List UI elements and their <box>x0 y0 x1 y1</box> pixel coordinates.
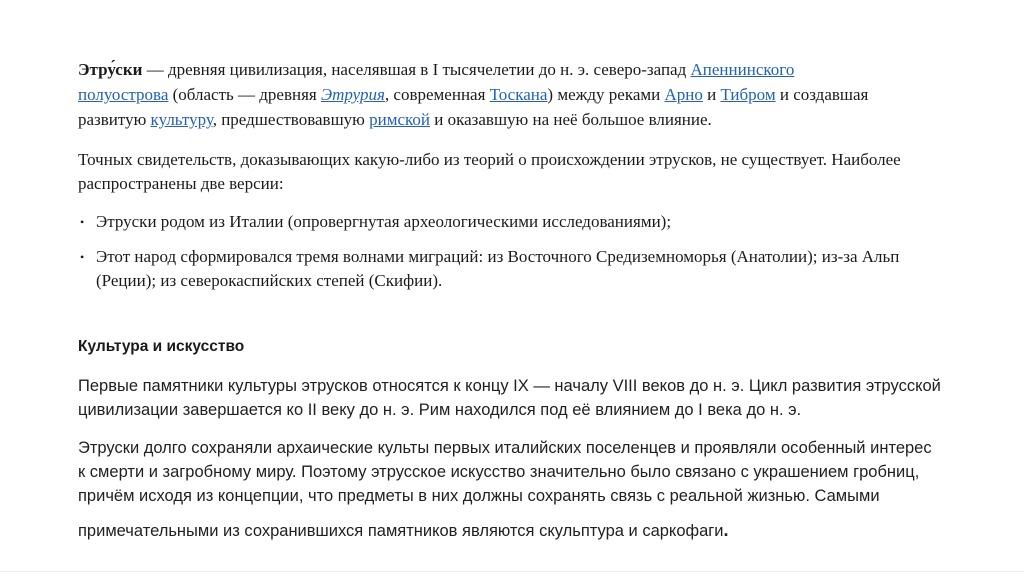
slide-bottom-edge <box>0 571 1024 572</box>
list-item-line-1: Этот народ сформировался тремя волнами миграций: из Восточного Средиземноморья (Анатолии); из-за Альп <box>96 247 900 266</box>
culture-p2-line-1: Этруски долго сохраняли архаические культы первых италийских поселенцев и проявляли особенный интерес <box>78 439 932 457</box>
culture-p2-line-3: причём исходя из концепции, что предметы в них должны сохранять связь с реальной жизнью. Самыми <box>78 487 880 505</box>
link-etruria[interactable]: Этрурия <box>321 85 385 104</box>
intro-text-7: развитую <box>78 110 151 129</box>
intro-text-5: и <box>702 85 721 104</box>
origin-line-1: Точных свидетельств, доказывающих какую-либо из теорий о происхождении этрусков, не существует. Наиболее <box>78 150 901 169</box>
intro-text-9: и оказавшую на неё большое влияние. <box>430 110 712 129</box>
intro-text-2: (область — древняя <box>168 85 321 104</box>
link-rimskoy[interactable]: римской <box>369 110 431 129</box>
bullet-icon: • <box>80 215 85 229</box>
list-item <box>78 210 946 234</box>
bullet-icon: • <box>80 250 85 264</box>
intro-text-8: , предшествовавшую <box>212 110 370 129</box>
culture-paragraph-3 <box>78 518 946 543</box>
link-poluostrova[interactable]: полуострова <box>78 85 169 104</box>
link-apenninskogo[interactable]: Апеннинского <box>690 60 795 79</box>
culture-p2-line-2: к смерти и загробному миру. Поэтому этрусское искусство значительно было связано с украшением гробниц, <box>78 463 920 481</box>
link-toskana[interactable]: Тоскана <box>489 85 548 104</box>
origin-paragraph <box>78 148 946 196</box>
list-item-text: Этруски родом из Италии (опровергнутая археологическими исследованиями); <box>96 212 672 231</box>
culture-paragraph-2 <box>78 436 946 508</box>
intro-text-6: и создавшая <box>775 85 869 104</box>
list-item <box>78 245 946 293</box>
intro-paragraph <box>78 57 946 132</box>
term-etruski: Этру́ски <box>78 60 143 79</box>
list-item-text <box>96 245 946 293</box>
origin-line-2: распространены две версии: <box>78 174 284 193</box>
culture-p3-text: примечательными из сохранившихся памятников являются скульптура и саркофаги <box>78 522 724 540</box>
link-tibrom[interactable]: Тибром <box>720 85 776 104</box>
culture-heading: Культура и искусство <box>78 338 245 355</box>
culture-p3-period: . <box>723 520 729 540</box>
intro-text-1: — древняя цивилизация, населявшая в I тысячелетии до н. э. северо-запад <box>142 60 691 79</box>
link-kulturu[interactable]: культуру <box>150 110 213 129</box>
culture-p1-line-1: Первые памятники культуры этрусков относятся к концу IX — началу VIII веков до н. э. Цикл развития этрусской <box>78 377 941 395</box>
list-item-line-2: (Реции); из северокаспийских степей (Скифии). <box>96 271 443 290</box>
intro-text-4: ) между реками <box>547 85 665 104</box>
link-arno[interactable]: Арно <box>664 85 703 104</box>
intro-text-3: , современная <box>384 85 490 104</box>
versions-list <box>78 210 946 293</box>
culture-paragraph-1 <box>78 374 946 422</box>
culture-p1-line-2: цивилизации завершается ко II веку до н. э. Рим находился под её влиянием до I века до н. э. <box>78 401 802 419</box>
